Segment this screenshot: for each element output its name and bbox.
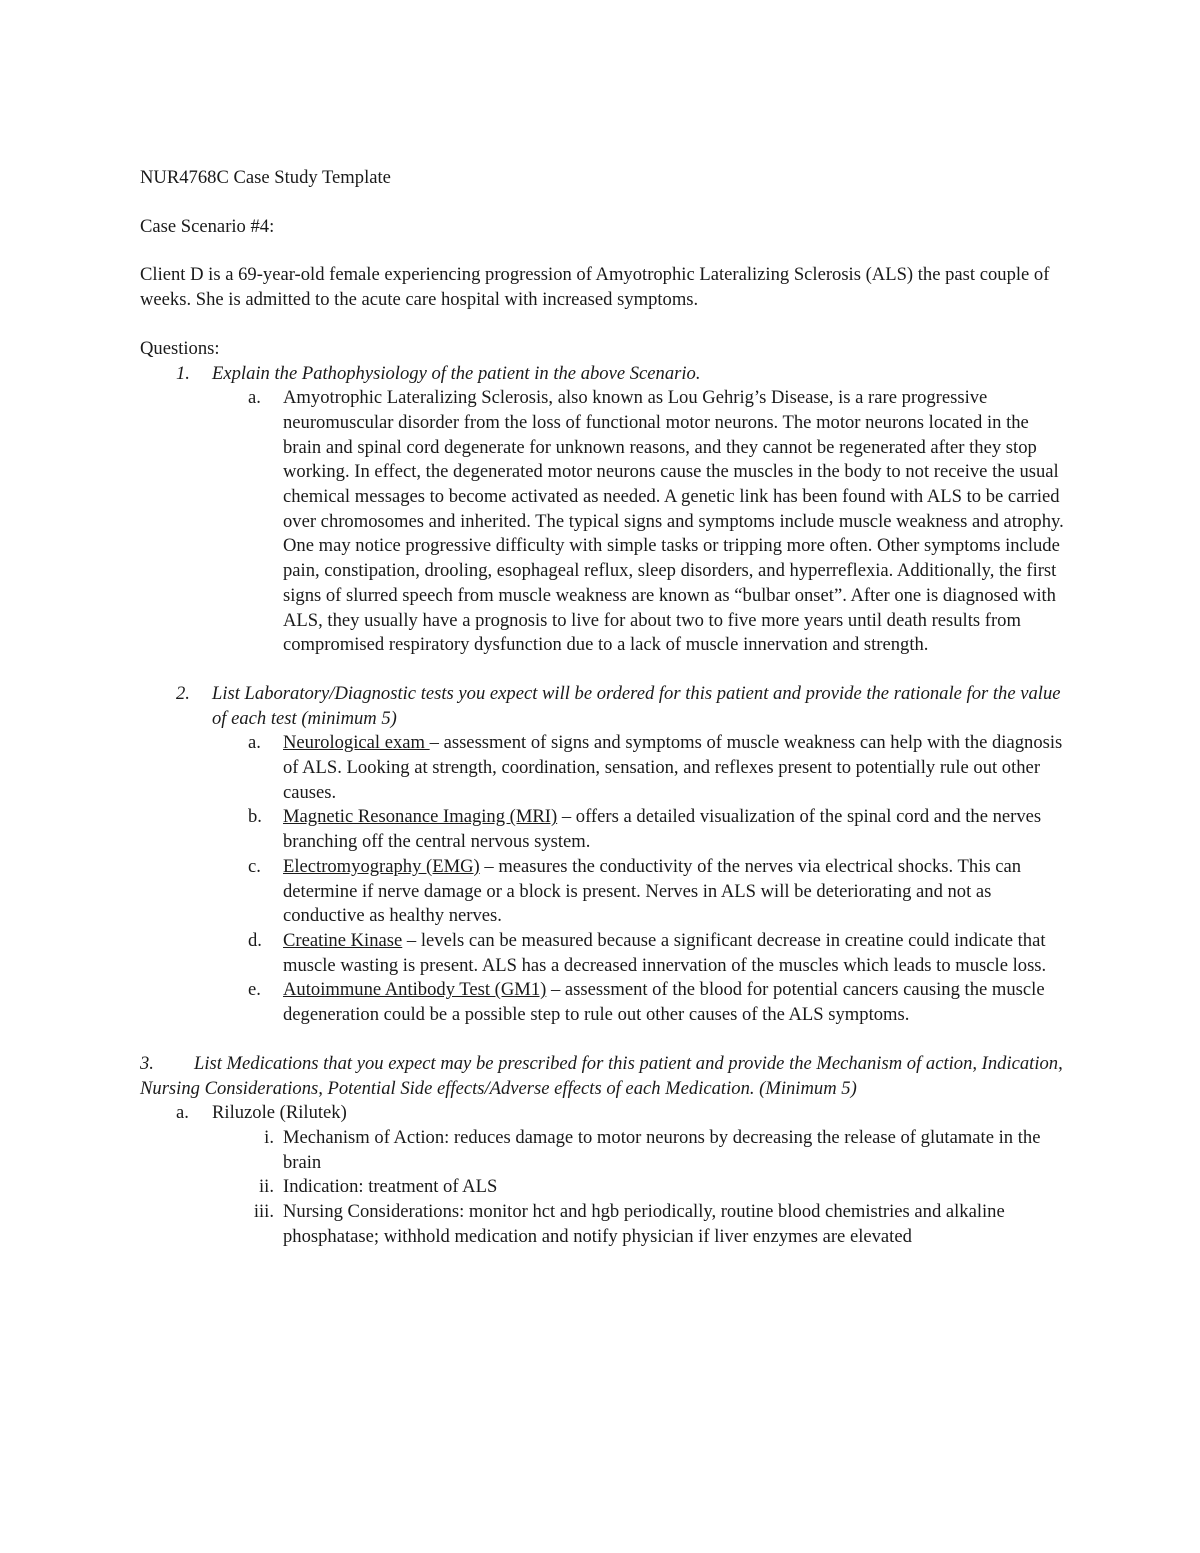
medication-letter: a. — [176, 1102, 189, 1124]
detail-number: iii. — [253, 1201, 274, 1223]
question-2 — [140, 682, 1070, 731]
medication-detail — [140, 1175, 1070, 1200]
detail-number: i. — [264, 1126, 274, 1148]
detail-text: Mechanism of Action: reduces damage to motor neurons by decreasing the release of glutamate in the brain — [283, 1126, 1041, 1173]
test-letter: d. — [248, 929, 262, 951]
answer-letter: a. — [248, 387, 261, 409]
document-title: NUR4768C Case Study Template — [140, 167, 391, 188]
test-name: Autoimmune Antibody Test (GM1) — [283, 979, 547, 1001]
test-name: Magnetic Resonance Imaging (MRI) — [283, 806, 558, 828]
test-letter: c. — [248, 855, 261, 877]
question-1 — [140, 362, 1070, 387]
test-name: Creatine Kinase — [283, 929, 403, 951]
test-description: – measures the conductivity of the nerves via electrical shocks. This can determine if nerve damage or a block is present. Nerves in ALS will be deteriorating and not as conductive as healthy nerves. — [283, 855, 1022, 927]
test-description: – assessment of signs and symptoms of muscle weakness can help with the diagnosis of ALS. Looking at strength, coordination, sensation, and reflexes present to potentially rule out other causes. — [283, 732, 1063, 803]
test-description: – levels can be measured because a significant decrease in creatine could indicate that muscle wasting is present. ALS has a decreased innervation of the muscles which leads to muscle loss. — [283, 929, 1047, 976]
question-1-answer — [140, 386, 1070, 658]
test-letter: e. — [248, 979, 261, 1001]
medication-detail — [140, 1200, 1070, 1249]
medication-item — [140, 1101, 1070, 1126]
test-letter: b. — [248, 806, 262, 828]
document-page — [140, 166, 1070, 1249]
test-item — [140, 978, 1070, 1027]
test-letter: a. — [248, 732, 261, 754]
test-item — [140, 929, 1070, 978]
questions-label: Questions: — [140, 337, 220, 359]
question-1-text: Explain the Pathophysiology of the patient in the above Scenario. — [212, 362, 701, 384]
scenario-label: Case Scenario #4: — [140, 215, 275, 237]
test-description: – offers a detailed visualization of the spinal cord and the nerves branching off the central nervous system. — [283, 806, 1042, 853]
medication-detail — [140, 1126, 1070, 1175]
test-description: – assessment of the blood for potential cancers causing the muscle degeneration could be a possible step to rule out other causes of the ALS symptoms. — [283, 979, 1045, 1026]
scenario-text: Client D is a 69-year-old female experiencing progression of Amyotrophic Lateralizing Sclerosis (ALS) the past couple of weeks. She is admitted to the acute care hospital with increased symptoms. — [140, 264, 1050, 311]
question-3-text: List Medications that you expect may be prescribed for this patient and provide the Mechanism of action, Indication, Nursing Considerations, Potential Side effects/Adverse effects of each Medication. (Minimum 5) — [140, 1052, 1063, 1099]
question-1-number: 1. — [176, 362, 190, 384]
test-item — [140, 855, 1070, 929]
question-2-number: 2. — [176, 682, 190, 704]
question-3 — [140, 1052, 1070, 1101]
detail-text: Indication: treatment of ALS — [283, 1176, 498, 1198]
medication-name: Riluzole (Rilutek) — [212, 1102, 347, 1124]
question-3-number: 3. — [140, 1052, 154, 1074]
detail-number: ii. — [259, 1176, 274, 1198]
test-item — [140, 805, 1070, 854]
detail-text: Nursing Considerations: monitor hct and hgb periodically, routine blood chemistries and alkaline phosphatase; withhold medication and notify physician if liver enzymes are elevated — [283, 1201, 1005, 1247]
test-name: Neurological exam — [283, 732, 430, 754]
question-2-text: List Laboratory/Diagnostic tests you expect will be ordered for this patient and provide the rationale for the value of each test (minimum 5) — [212, 682, 1061, 729]
test-item — [140, 731, 1070, 805]
answer-text: Amyotrophic Lateralizing Sclerosis, also known as Lou Gehrig’s Disease, is a rare progressive neuromuscular disorder from the loss of functional motor neurons. The motor neurons located in the brain and spinal cord degenerate for unknown reasons, and they cannot be regenerated after they stop working. In effect, the degenerated motor neurons cause the muscles in the body to not receive the usual chemical messages to become activated as needed. A genetic link has been found with ALS to be carried over chromosomes and inherited. The typical signs and symptoms include muscle weakness and atrophy. One may notice progressive difficulty with simple tasks or tripping more often. Other symptoms include pain, constipation, drooling, esophageal reflux, sleep disorders, and hyperreflexia. Additionally, the first signs of slurred speech from muscle weakness are known as “bulbar onset”. After one is diagnosed with ALS, they usually have a prognosis to live for about two to five more years until death results from compromised respiratory dysfunction due to a lack of muscle innervation and strength. — [283, 387, 1064, 656]
test-name: Electromyography (EMG) — [283, 855, 480, 877]
